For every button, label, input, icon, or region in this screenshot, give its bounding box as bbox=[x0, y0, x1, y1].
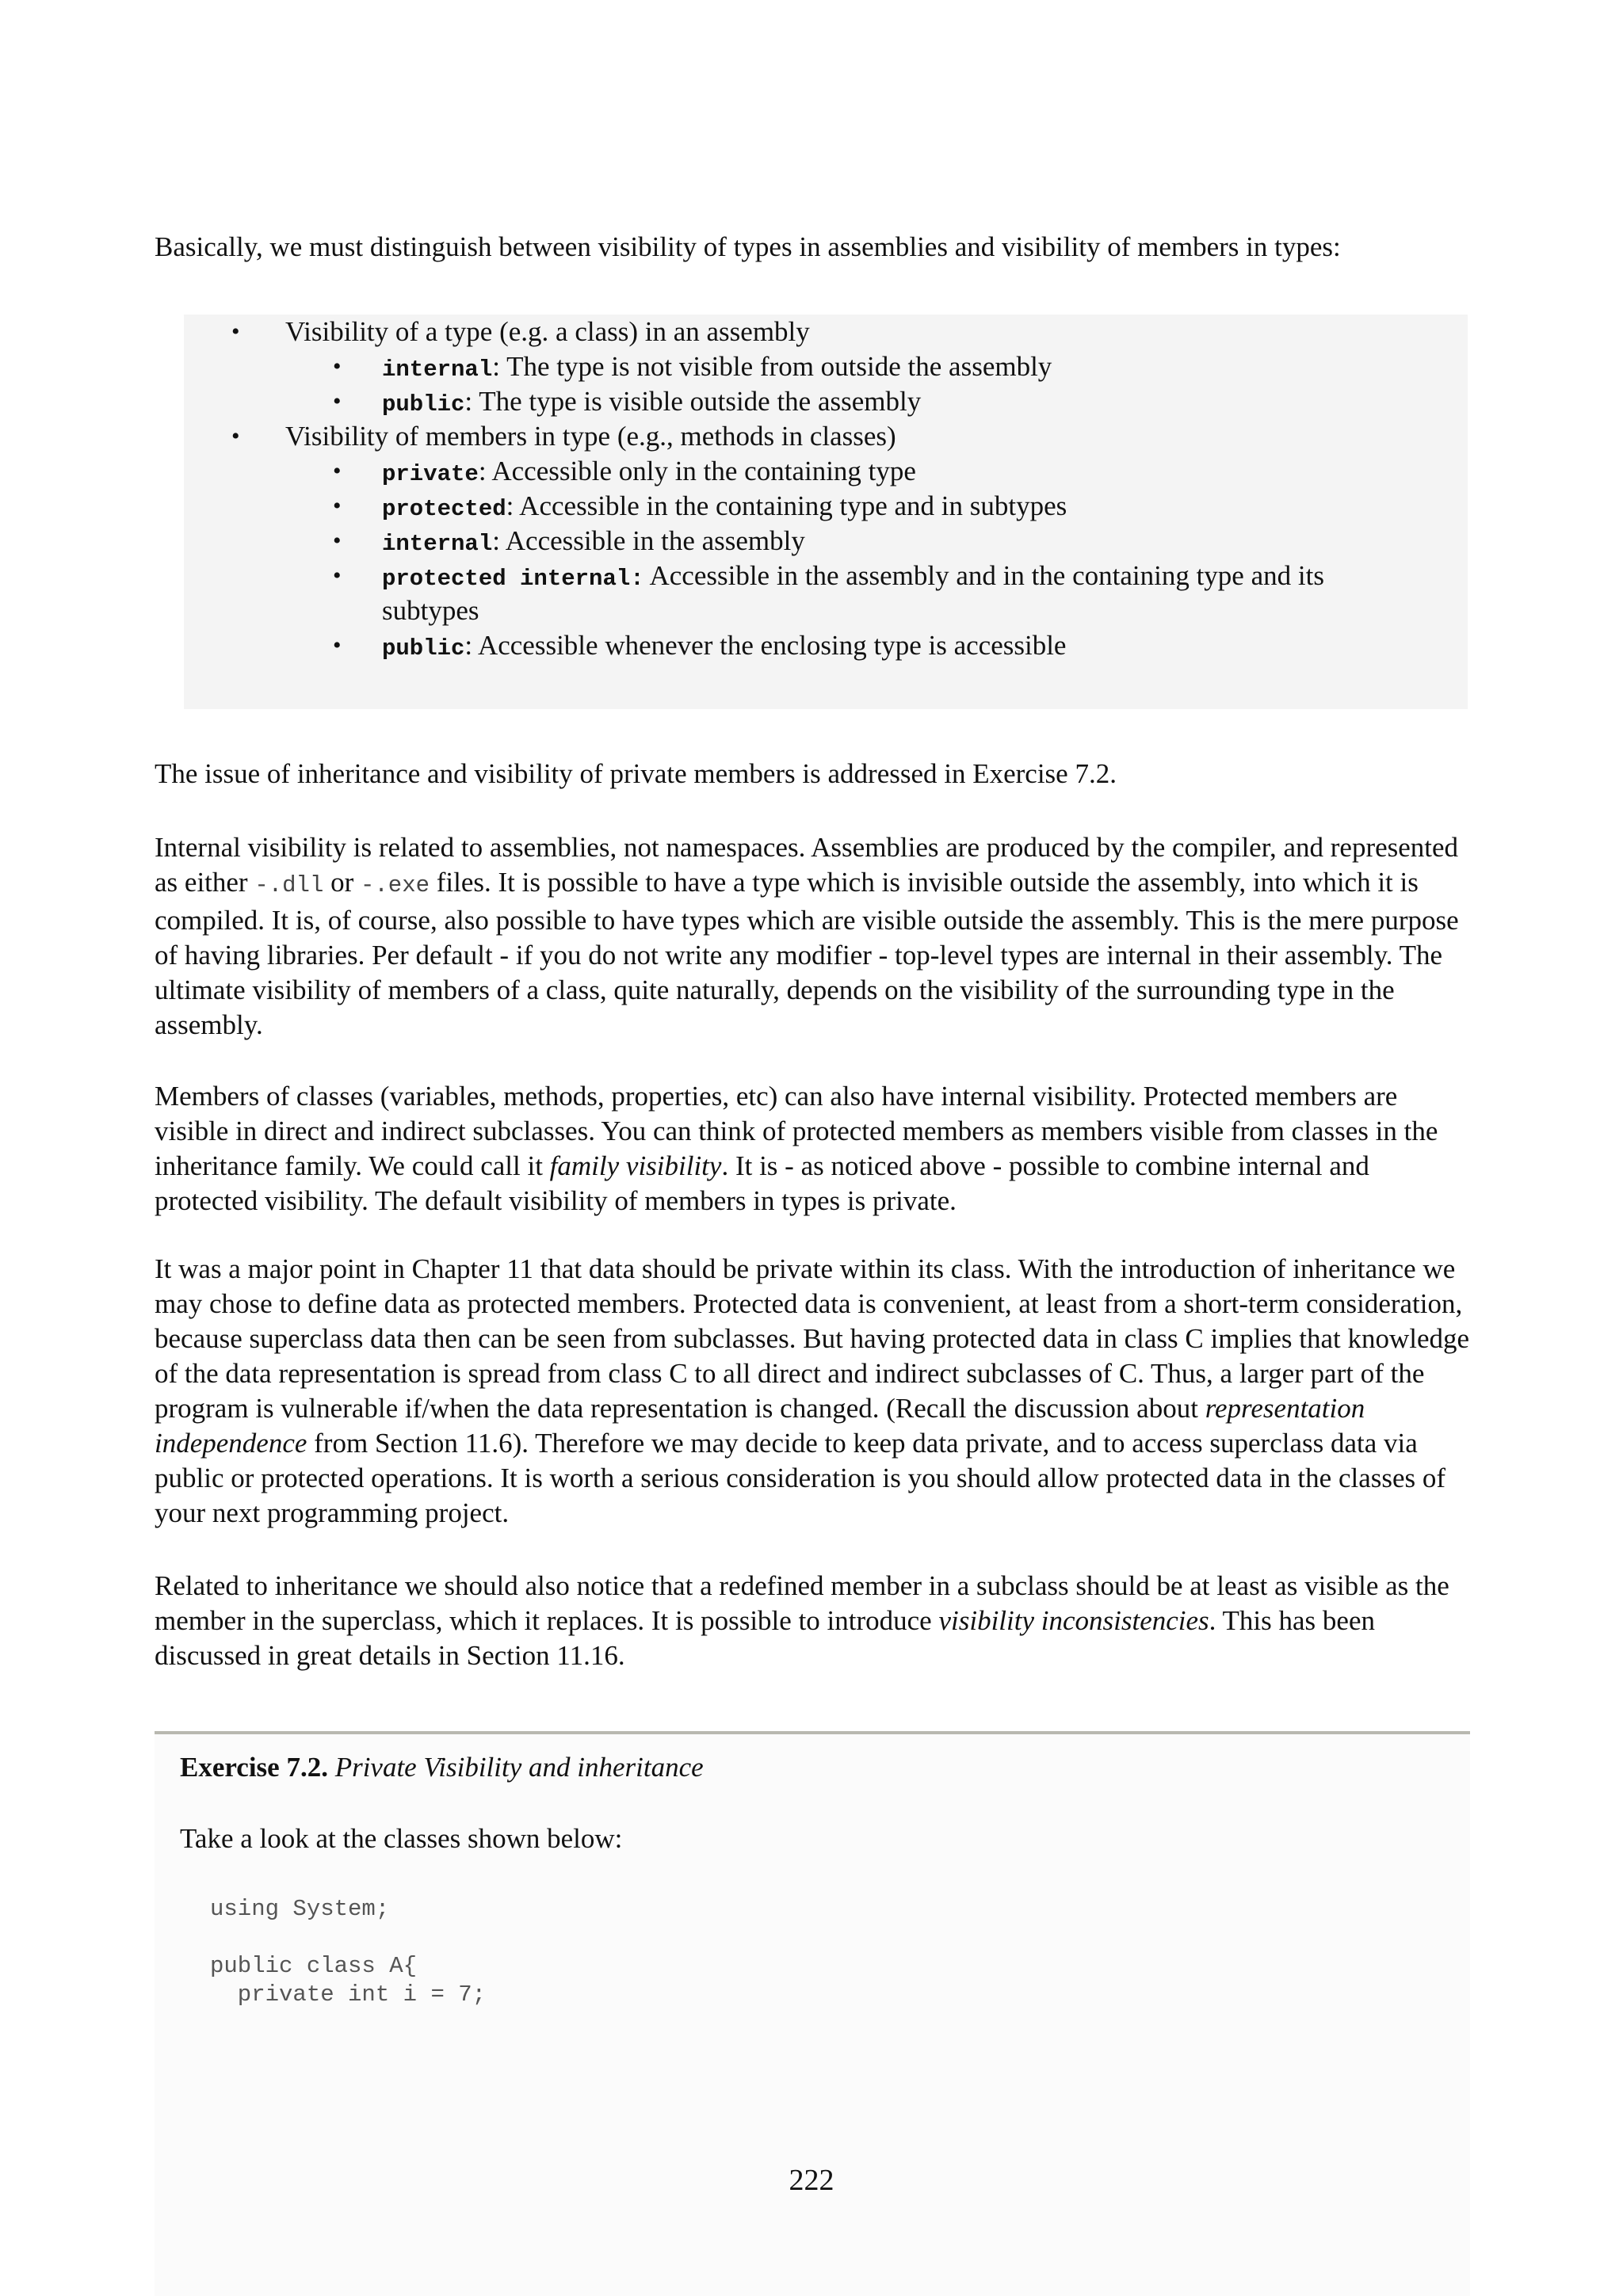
bullet-icon: • bbox=[333, 563, 342, 589]
file-extension: -.exe bbox=[361, 872, 430, 898]
text-run: It was a major point in Chapter 11 that data should be private within its class. With the introduction of inheritance we may chose to define data as protected members. Protected data is convenient, at least from a short-term consideration, because superclass data then can be seen from subclasses. But having protected data in class C implies that knowledge of the data representation is spread from class C to all direct and indirect subclasses of C. Thus, a larger part of the program is vulnerable if/when the data representation is changed. (Recall the discussion about bbox=[155, 1253, 1470, 1424]
bullet-icon: • bbox=[231, 318, 240, 345]
bullet-icon: • bbox=[333, 353, 342, 379]
text-run: Related to inheritance we should also notice that a redefined member in a subclass should be at least as visible as the member in the superclass, which it replaces. It is possible to introduce bbox=[155, 1570, 1449, 1636]
bullet-icon: • bbox=[333, 388, 342, 414]
item-text: Accessible in the assembly and in the containing type and its bbox=[643, 560, 1324, 591]
bullet-icon: • bbox=[231, 423, 240, 449]
item-text: : Accessible in the assembly bbox=[492, 525, 805, 556]
keyword: internal bbox=[382, 357, 493, 383]
text-run: . It is - as noticed above - possible to combine internal and protected visibility. The default visibility of members in types is private. bbox=[155, 1150, 1369, 1216]
exercise-box bbox=[155, 1734, 1470, 2296]
exercise-name: Private Visibility and inheritance bbox=[334, 1752, 704, 1783]
bullet-icon: • bbox=[333, 632, 342, 658]
item-text: : The type is visible outside the assembly bbox=[464, 386, 922, 417]
file-extension: -.dll bbox=[254, 872, 324, 898]
exercise-intro: Take a look at the classes shown below: bbox=[180, 1823, 623, 1854]
bullet-icon: • bbox=[333, 493, 342, 519]
type-visibility-heading: Visibility of a type (e.g. a class) in an assembly bbox=[285, 316, 810, 347]
issue-paragraph: The issue of inheritance and visibility of private members is addressed in Exercise 7.2. bbox=[155, 758, 1117, 789]
page-number: 222 bbox=[789, 2164, 834, 2197]
emphasis: visibility inconsistencies bbox=[938, 1605, 1209, 1636]
keyword: protected internal: bbox=[382, 566, 644, 592]
keyword: public bbox=[382, 391, 465, 418]
member-visibility-heading: Visibility of members in type (e.g., methods in classes) bbox=[285, 421, 896, 452]
exercise-label: Exercise 7.2. bbox=[180, 1752, 328, 1783]
members-paragraph bbox=[155, 1079, 1470, 1219]
keyword: internal bbox=[382, 531, 493, 557]
item-text: : Accessible whenever the enclosing type is accessible bbox=[464, 630, 1067, 661]
exercise-title bbox=[180, 1750, 704, 1785]
item-text: : Accessible in the containing type and in subtypes bbox=[506, 490, 1067, 521]
keyword: public bbox=[382, 635, 465, 662]
text-run: files. It is possible to have a type which is invisible outside the assembly, into which it is compiled. It is, of course, also possible to have types which are visible outside the assembly. This is the mere purpose of having libraries. Per default - if you do not write any modifier - top-level types are internal in their assembly. The ultimate visibility of members of a class, quite naturally, depends on the visibility of the surrounding type in the assembly. bbox=[155, 867, 1459, 1040]
related-paragraph bbox=[155, 1569, 1470, 1673]
text-run: . This has been discussed in great details in Section 11.16. bbox=[155, 1605, 1375, 1671]
intro-paragraph: Basically, we must distinguish between visibility of types in assemblies and visibility of members in types: bbox=[155, 231, 1341, 262]
keyword: protected bbox=[382, 496, 506, 522]
code-listing: using System; public class A{ private int i = 7; bbox=[210, 1896, 487, 2008]
text-run: from Section 11.6). Therefore we may decide to keep data private, and to access superclass data via public or protected operations. It is worth a serious consideration is you should allow protected data in the classes of your next programming project. bbox=[155, 1428, 1446, 1528]
text-run: or bbox=[323, 867, 361, 898]
internal-visibility-paragraph bbox=[155, 830, 1470, 1043]
emphasis: family visibility bbox=[549, 1150, 722, 1181]
visibility-list-box bbox=[184, 315, 1468, 709]
chapter-paragraph bbox=[155, 1252, 1470, 1531]
item-text: : The type is not visible from outside the assembly bbox=[492, 351, 1052, 382]
text-run: Internal visibility is related to assemblies, not namespaces. Assemblies are produced by the compiler, and represented as either bbox=[155, 832, 1459, 898]
text-run: Members of classes (variables, methods, properties, etc) can also have internal visibility. Protected members are visible in direct and indirect subclasses. You can think of protected members as members visible from classes in the inheritance family. We could call it bbox=[155, 1081, 1438, 1181]
bullet-icon: • bbox=[333, 458, 342, 484]
bullet-icon: • bbox=[333, 528, 342, 554]
item-text: : Accessible only in the containing type bbox=[478, 456, 916, 486]
item-text-continued: subtypes bbox=[382, 595, 479, 626]
keyword: private bbox=[382, 461, 479, 487]
emphasis: representation independence bbox=[155, 1393, 1365, 1459]
